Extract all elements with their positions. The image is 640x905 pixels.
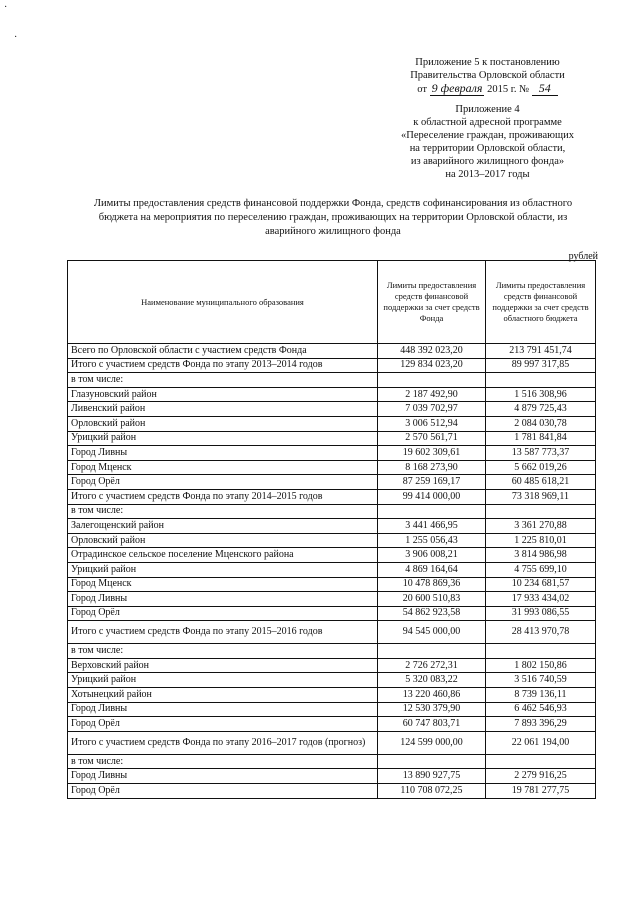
handwritten-number: 54 [532, 82, 558, 96]
municipality-cell: Город Ливны [68, 769, 378, 784]
fund-amount-cell [378, 644, 486, 659]
fund-amount-cell: 12 530 379,90 [378, 702, 486, 717]
fund-amount-cell: 4 869 164,64 [378, 562, 486, 577]
table-header-row [68, 261, 596, 344]
municipality-cell: в том числе: [68, 644, 378, 659]
table-row [68, 592, 596, 607]
fund-amount-cell [378, 754, 486, 769]
fund-amount-cell: 8 168 273,90 [378, 460, 486, 475]
budget-amount-cell: 7 893 396,29 [486, 717, 596, 732]
table-row [68, 533, 596, 548]
handwritten-date: 9 февраля [431, 81, 483, 95]
municipality-cell: Урицкий район [68, 673, 378, 688]
municipality-cell: Глазуновский район [68, 387, 378, 402]
municipality-cell: Город Орёл [68, 717, 378, 732]
municipality-cell: Итого с участием средств Фонда по этапу 2014–2015 годов [68, 489, 378, 504]
municipality-cell: Город Орёл [68, 784, 378, 799]
fund-amount-cell: 10 478 869,36 [378, 577, 486, 592]
fund-amount-cell: 99 414 000,00 [378, 489, 486, 504]
table-row [68, 606, 596, 621]
budget-amount-cell: 5 662 019,26 [486, 460, 596, 475]
table-row [68, 644, 596, 659]
budget-amount-cell: 2 279 916,25 [486, 769, 596, 784]
table-row [68, 784, 596, 799]
header-line: на территории Орловской области, [409, 143, 566, 154]
table-row [68, 519, 596, 534]
municipality-cell: Залегощенский район [68, 519, 378, 534]
table-row [68, 402, 596, 417]
budget-amount-cell: 3 814 986,98 [486, 548, 596, 563]
municipality-cell: Город Орёл [68, 606, 378, 621]
municipality-cell: Урицкий район [68, 562, 378, 577]
budget-amount-cell: 3 516 740,59 [486, 673, 596, 688]
fund-amount-cell: 7 039 702,97 [378, 402, 486, 417]
fund-amount-cell: 94 545 000,00 [378, 621, 486, 644]
title-line: бюджета на мероприятия по переселению граждан, проживающих на территории Орловской области, из [98, 212, 568, 223]
table-row [68, 344, 596, 359]
column-header-fund: Лимиты предоставления средств финансовой поддержки за счет средств Фонда [378, 261, 486, 344]
municipality-cell: Город Ливны [68, 592, 378, 607]
municipality-cell: Город Ливны [68, 446, 378, 461]
municipality-cell: в том числе: [68, 504, 378, 519]
fund-amount-cell: 2 187 492,90 [378, 387, 486, 402]
document-title [68, 197, 598, 239]
budget-amount-cell: 8 739 136,11 [486, 688, 596, 703]
municipality-cell: Город Ливны [68, 702, 378, 717]
municipality-cell: Город Мценск [68, 577, 378, 592]
budget-amount-cell: 22 061 194,00 [486, 731, 596, 754]
budget-amount-cell: 1 802 150,86 [486, 658, 596, 673]
fund-amount-cell: 19 602 309,61 [378, 446, 486, 461]
budget-amount-cell: 4 755 699,10 [486, 562, 596, 577]
header-line: на 2013–2017 годы [445, 169, 530, 180]
budget-amount-cell: 89 997 317,85 [486, 358, 596, 373]
table-row [68, 489, 596, 504]
municipality-cell: Отрадинское сельское поселение Мценского района [68, 548, 378, 563]
budget-amount-cell: 13 587 773,37 [486, 446, 596, 461]
budget-amount-cell [486, 373, 596, 388]
table-row [68, 387, 596, 402]
title-line: Лимиты предоставления средств финансовой поддержки Фонда, средств софинансирования из областного [93, 198, 573, 209]
table-row [68, 373, 596, 388]
municipality-cell: Итого с участием средств Фонда по этапу 2013–2014 годов [68, 358, 378, 373]
budget-amount-cell: 1 516 308,96 [486, 387, 596, 402]
municipality-cell: Верховский район [68, 658, 378, 673]
budget-amount-cell: 10 234 681,57 [486, 577, 596, 592]
table-row [68, 769, 596, 784]
table-row [68, 717, 596, 732]
municipality-cell: Город Орёл [68, 475, 378, 490]
scan-speck: · [14, 32, 18, 43]
budget-amount-cell: 28 413 970,78 [486, 621, 596, 644]
limits-table [67, 260, 596, 799]
table-row [68, 731, 596, 754]
table-row [68, 673, 596, 688]
budget-amount-cell: 60 485 618,21 [486, 475, 596, 490]
table-row [68, 548, 596, 563]
title-line: аварийного жилищного фонда [265, 226, 401, 237]
fund-amount-cell: 13 220 460,86 [378, 688, 486, 703]
fund-amount-cell: 1 255 056,43 [378, 533, 486, 548]
fund-amount-cell [378, 504, 486, 519]
municipality-cell: Урицкий район [68, 431, 378, 446]
fund-amount-cell: 3 006 512,94 [378, 416, 486, 431]
table-row [68, 577, 596, 592]
fund-amount-cell: 5 320 083,22 [378, 673, 486, 688]
fund-amount-cell: 60 747 803,71 [378, 717, 486, 732]
budget-amount-cell: 213 791 451,74 [486, 344, 596, 359]
table-row [68, 416, 596, 431]
budget-amount-cell: 1 225 810,01 [486, 533, 596, 548]
municipality-cell: Итого с участием средств Фонда по этапу 2016–2017 годов (прогноз) [68, 731, 378, 754]
budget-amount-cell: 3 361 270,88 [486, 519, 596, 534]
municipality-cell: в том числе: [68, 373, 378, 388]
table-row [68, 562, 596, 577]
header-line: к областной адресной программе [413, 117, 562, 128]
header-line: «Переселение граждан, проживающих [401, 130, 574, 141]
municipality-cell: Хотынецкий район [68, 688, 378, 703]
table-row [68, 754, 596, 769]
fund-amount-cell: 3 441 466,95 [378, 519, 486, 534]
fund-amount-cell: 110 708 072,25 [378, 784, 486, 799]
table-row [68, 475, 596, 490]
municipality-cell: Итого с участием средств Фонда по этапу 2015–2016 годов [68, 621, 378, 644]
fund-amount-cell: 3 906 008,21 [378, 548, 486, 563]
budget-amount-cell [486, 504, 596, 519]
header-line: Правительства Орловской области [410, 70, 565, 81]
fund-amount-cell: 20 600 510,83 [378, 592, 486, 607]
table-row [68, 460, 596, 475]
column-header-municipality: Наименование муниципального образования [68, 261, 378, 344]
fund-amount-cell [378, 373, 486, 388]
fund-amount-cell: 2 726 272,31 [378, 658, 486, 673]
budget-amount-cell: 73 318 969,11 [486, 489, 596, 504]
budget-amount-cell: 1 781 841,84 [486, 431, 596, 446]
budget-amount-cell [486, 644, 596, 659]
budget-amount-cell [486, 754, 596, 769]
budget-amount-cell: 19 781 277,75 [486, 784, 596, 799]
municipality-cell: Город Мценск [68, 460, 378, 475]
scan-speck: · [4, 2, 8, 13]
table-row [68, 621, 596, 644]
municipality-cell: Орловский район [68, 533, 378, 548]
table-row [68, 658, 596, 673]
fund-amount-cell: 54 862 923,58 [378, 606, 486, 621]
table-row [68, 431, 596, 446]
table-row [68, 702, 596, 717]
budget-amount-cell: 4 879 725,43 [486, 402, 596, 417]
fund-amount-cell: 129 834 023,20 [378, 358, 486, 373]
header-line: Приложение 5 к постановлению [415, 57, 560, 68]
fund-amount-cell: 13 890 927,75 [378, 769, 486, 784]
municipality-cell: в том числе: [68, 754, 378, 769]
municipality-cell: Ливенский район [68, 402, 378, 417]
document-header [370, 56, 605, 181]
fund-amount-cell: 124 599 000,00 [378, 731, 486, 754]
table-row [68, 446, 596, 461]
municipality-cell: Орловский район [68, 416, 378, 431]
budget-amount-cell: 17 933 434,02 [486, 592, 596, 607]
fund-amount-cell: 87 259 169,17 [378, 475, 486, 490]
header-date-line: от 9 февраля 2015 г. № 54 [370, 82, 605, 96]
header-line: Приложение 4 [455, 104, 520, 115]
budget-amount-cell: 31 993 086,55 [486, 606, 596, 621]
fund-amount-cell: 448 392 023,20 [378, 344, 486, 359]
column-header-budget: Лимиты предоставления средств финансовой поддержки за счет средств областного бюджета [486, 261, 596, 344]
municipality-cell: Всего по Орловской области с участием средств Фонда [68, 344, 378, 359]
table-row [68, 504, 596, 519]
header-line: из аварийного жилищного фонда» [410, 156, 565, 167]
table-row [68, 358, 596, 373]
fund-amount-cell: 2 570 561,71 [378, 431, 486, 446]
table-row [68, 688, 596, 703]
unit-label: рублей [568, 251, 598, 262]
budget-amount-cell: 2 084 030,78 [486, 416, 596, 431]
budget-amount-cell: 6 462 546,93 [486, 702, 596, 717]
